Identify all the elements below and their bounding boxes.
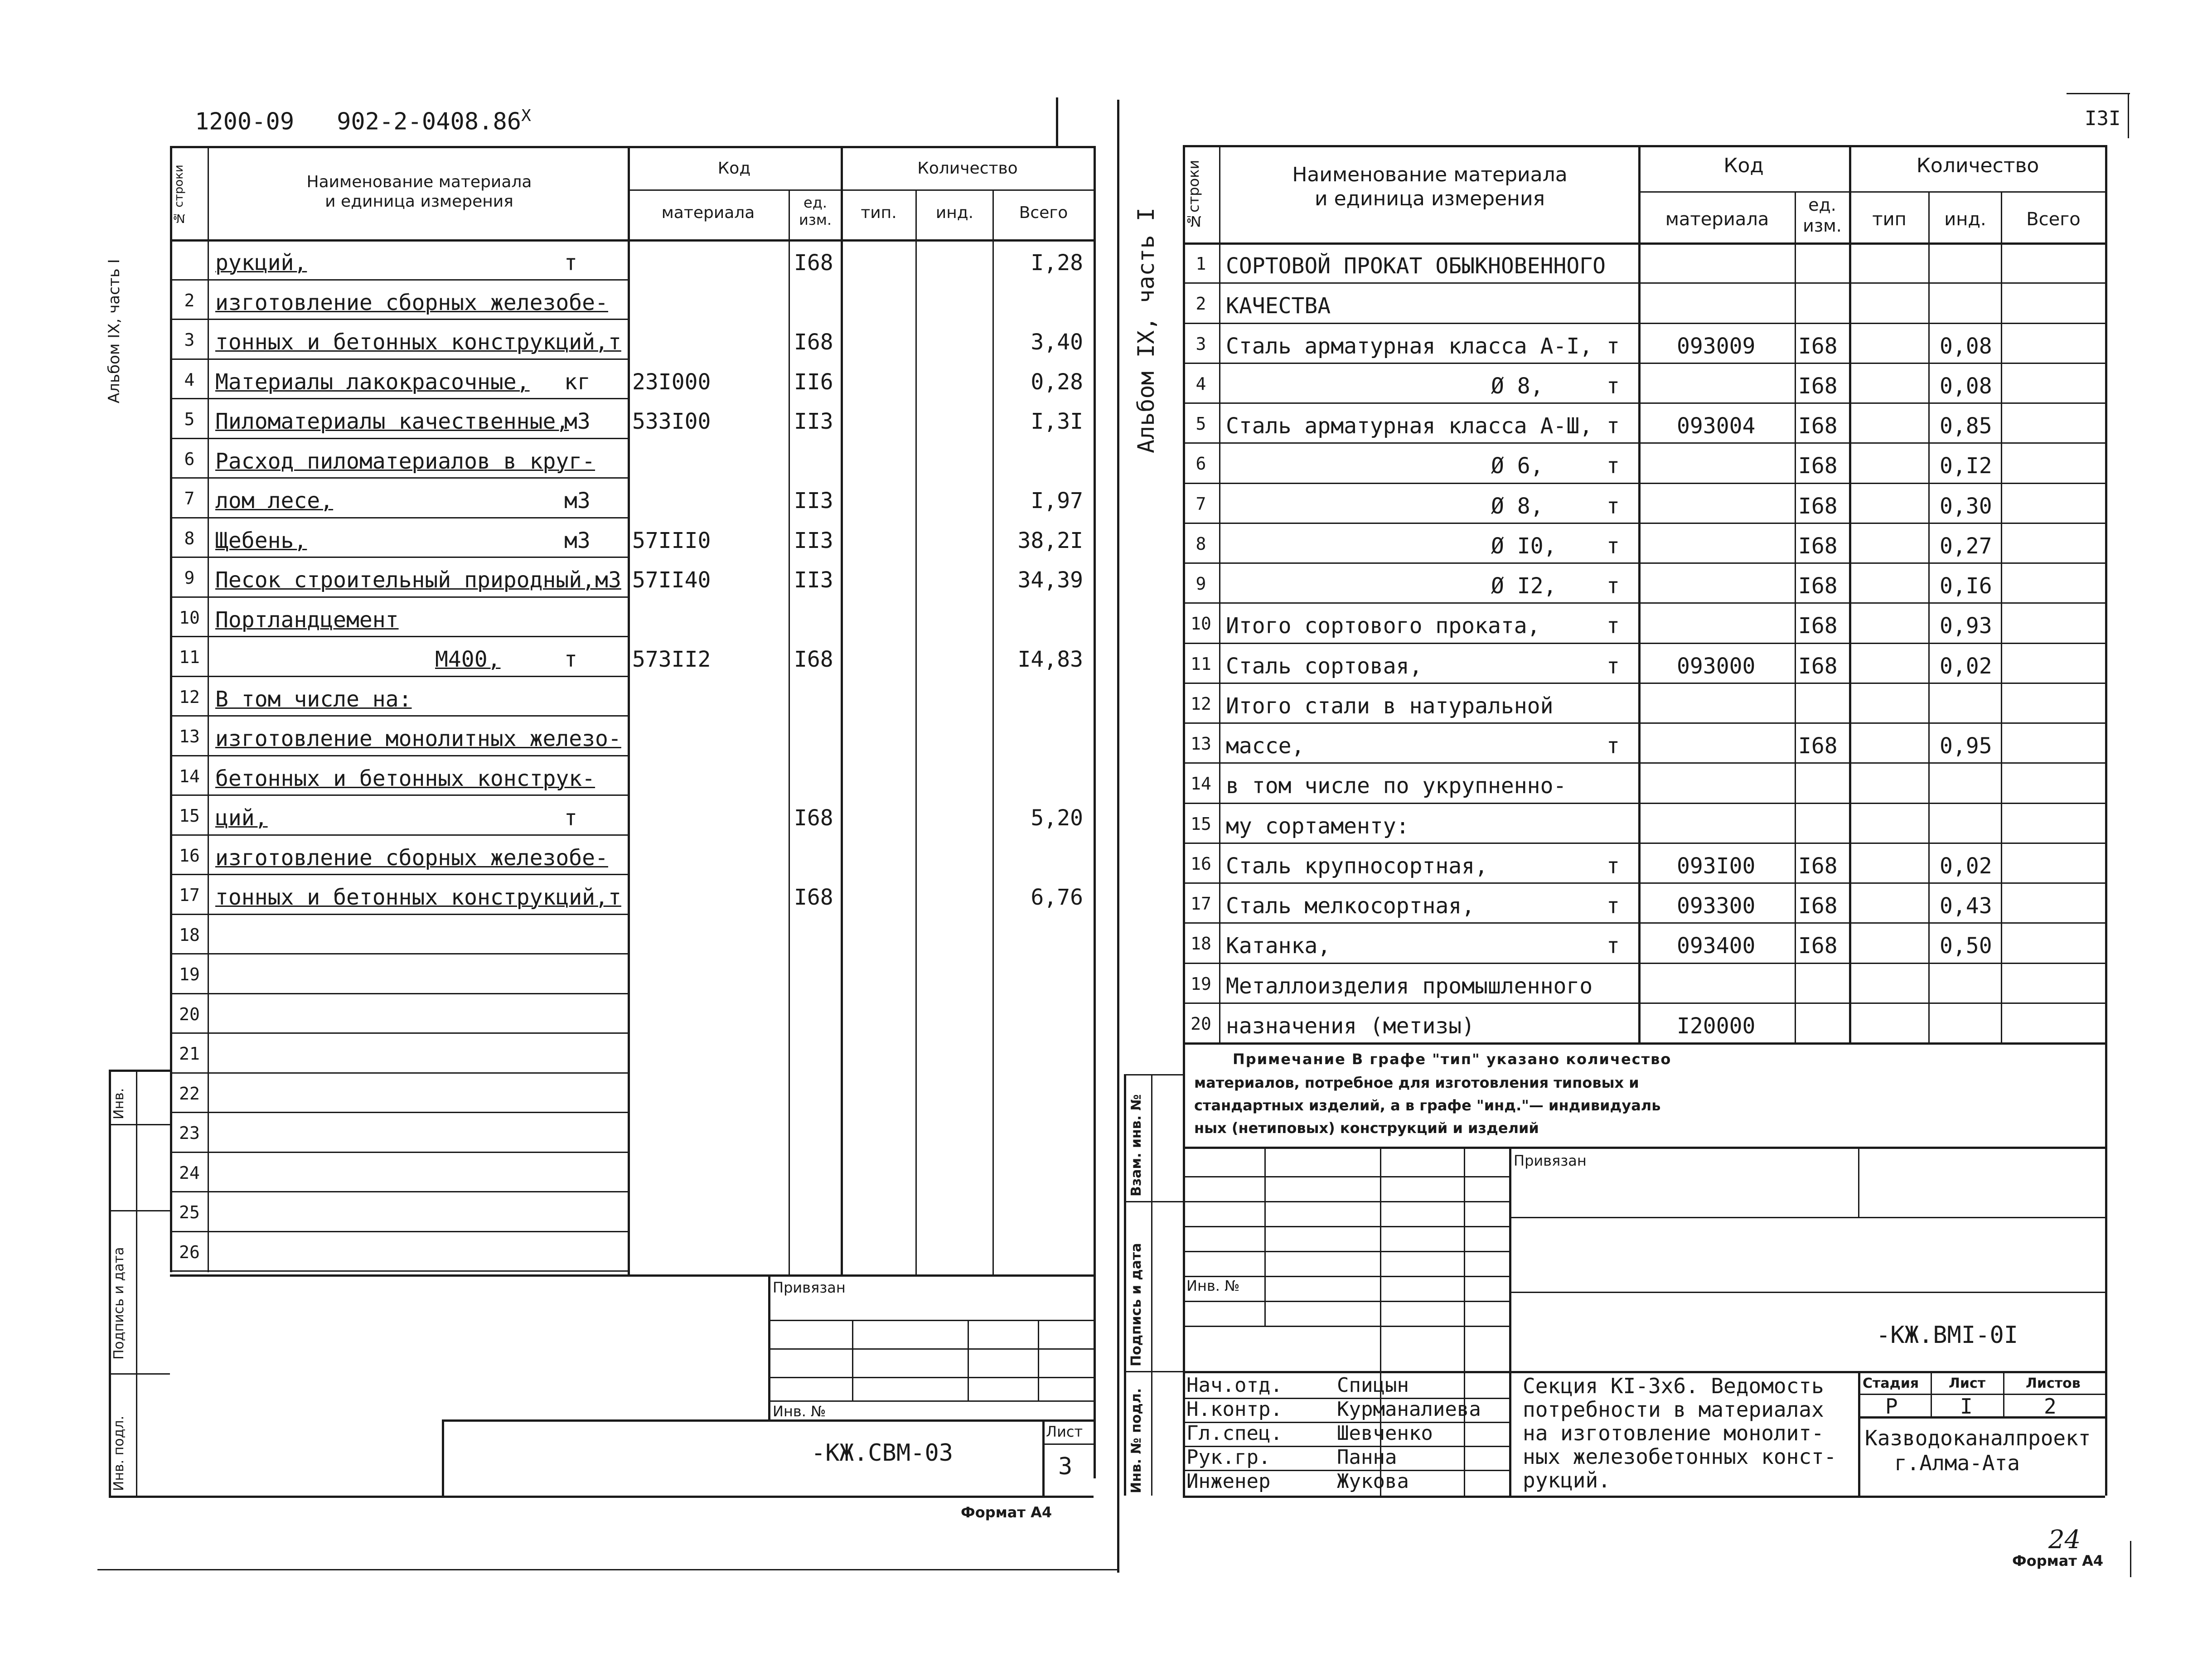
right-header-name: Наименование материала и единица измерения bbox=[1292, 163, 1568, 210]
unit-code: I68 bbox=[794, 250, 833, 276]
unit-code: II6 bbox=[794, 369, 833, 395]
material-name: Материалы лакокрасочные, bbox=[215, 369, 530, 395]
row-rule bbox=[1183, 1003, 2105, 1004]
stamp-title-line: Секция КI-3х6. Ведомость bbox=[1523, 1374, 1824, 1398]
unit-code: I68 bbox=[794, 885, 833, 910]
right-stamp-privyazan: Привязан bbox=[1514, 1152, 1587, 1169]
left-header-rownum: № строки bbox=[172, 165, 186, 225]
right-stamp-org: Казводоканалпроект bbox=[1865, 1426, 2091, 1450]
unit-code: I68 bbox=[1798, 613, 1838, 639]
left-series: 902-2-0408.86 bbox=[337, 108, 522, 136]
row-number: 13 bbox=[1191, 734, 1211, 754]
material-unit: т bbox=[1607, 933, 1620, 959]
row-number: 2 bbox=[1196, 294, 1206, 314]
row-number: 9 bbox=[184, 568, 195, 588]
stamp-role: Рук.гр. bbox=[1186, 1446, 1271, 1469]
row-number: 19 bbox=[179, 964, 200, 984]
right-note-line-3: стандартных изделий, а в графе "инд."— индивидуаль bbox=[1194, 1097, 1661, 1114]
material-code: 533I00 bbox=[632, 409, 711, 434]
left-series-sup: X bbox=[521, 107, 531, 125]
qty-ind: 0,95 bbox=[1940, 733, 1992, 759]
left-stamp-privyazan: Привязан bbox=[773, 1279, 846, 1296]
material-code: 093I00 bbox=[1677, 853, 1756, 879]
material-name: Портландцемент bbox=[215, 607, 399, 633]
material-unit: т bbox=[1607, 893, 1620, 919]
material-unit: м3 bbox=[564, 409, 591, 434]
row-number: 15 bbox=[179, 806, 200, 826]
row-number: 4 bbox=[1196, 373, 1206, 394]
row-rule bbox=[1183, 643, 2105, 644]
material-unit: т bbox=[1607, 653, 1620, 679]
stamp-name: Спицын bbox=[1337, 1374, 1409, 1397]
material-name: изготовление сборных железобе- bbox=[215, 290, 608, 315]
row-number: 20 bbox=[179, 1004, 200, 1024]
right-stamp-stage-label: Стадия bbox=[1863, 1376, 1919, 1391]
right-format: Формат А4 bbox=[2012, 1552, 2104, 1569]
row-rule bbox=[170, 398, 628, 399]
row-rule bbox=[1183, 843, 2105, 844]
row-number: 7 bbox=[1196, 494, 1206, 514]
material-name: Расход пиломатериалов в круг- bbox=[215, 448, 595, 474]
left-header-code-unit: ед. изм. bbox=[799, 194, 832, 229]
unit-code: II3 bbox=[794, 488, 833, 513]
stamp-title-line: на изготовление монолит- bbox=[1523, 1421, 1824, 1445]
material-unit: т bbox=[1607, 333, 1620, 359]
right-margin-inv: Взам. инв. № bbox=[1128, 1094, 1144, 1196]
material-unit: м3 bbox=[564, 528, 591, 553]
left-header-qty-total: Всего bbox=[1019, 203, 1068, 222]
row-rule bbox=[170, 834, 628, 836]
material-code: 57II40 bbox=[632, 567, 711, 593]
material-unit: т bbox=[1607, 453, 1620, 479]
material-name: Пиломатериалы качественные, bbox=[215, 409, 569, 434]
material-unit: м3 bbox=[564, 488, 591, 513]
unit-code: I68 bbox=[1798, 733, 1838, 759]
right-header-qty-typ: тип bbox=[1872, 209, 1907, 230]
right-header-code: Код bbox=[1723, 154, 1764, 177]
material-code: 093000 bbox=[1677, 653, 1756, 679]
stamp-role: Нач.отд. bbox=[1186, 1374, 1283, 1397]
material-code: 23I000 bbox=[632, 369, 711, 395]
material-name: Итого стали в натуральной bbox=[1226, 693, 1554, 719]
material-name: в том числе по укрупненно- bbox=[1226, 773, 1567, 799]
qty-total: I4,83 bbox=[1017, 647, 1083, 672]
row-rule bbox=[1183, 882, 2105, 884]
unit-code: II3 bbox=[794, 567, 833, 593]
material-name: Итого сортового проката, bbox=[1226, 613, 1540, 639]
right-header-code-material: материала bbox=[1665, 209, 1769, 230]
row-number: 26 bbox=[179, 1242, 200, 1262]
row-rule bbox=[1183, 523, 2105, 524]
row-rule bbox=[170, 953, 628, 954]
stamp-name: Панна bbox=[1337, 1446, 1397, 1469]
row-number: 10 bbox=[1191, 614, 1211, 634]
material-code: 093004 bbox=[1677, 413, 1756, 439]
row-number: 2 bbox=[184, 290, 195, 310]
row-number: 13 bbox=[179, 727, 200, 746]
row-number: 10 bbox=[179, 607, 200, 628]
material-code: 093009 bbox=[1677, 333, 1756, 359]
right-stamp-city: г.Алма-Ата bbox=[1894, 1451, 2020, 1475]
row-number: 1 bbox=[1196, 254, 1206, 274]
row-rule bbox=[1183, 602, 2105, 604]
left-doc-heading bbox=[195, 107, 531, 135]
unit-code: II3 bbox=[794, 409, 833, 434]
row-number: 25 bbox=[179, 1202, 200, 1222]
material-name: назначения (метизы) bbox=[1226, 1013, 1475, 1039]
qty-ind: 0,50 bbox=[1940, 933, 1992, 959]
qty-ind: 0,93 bbox=[1940, 613, 1992, 639]
qty-ind: 0,30 bbox=[1940, 493, 1992, 519]
row-rule bbox=[170, 1072, 628, 1074]
unit-code: I68 bbox=[1798, 573, 1838, 599]
unit-code: I68 bbox=[1798, 413, 1838, 439]
row-rule bbox=[1183, 722, 2105, 724]
material-name: бетонных и бетонных конструк- bbox=[215, 765, 595, 791]
row-number: 8 bbox=[1196, 533, 1206, 554]
row-number: 18 bbox=[1191, 934, 1211, 954]
right-margin-sign: Подпись и дата bbox=[1128, 1243, 1144, 1366]
right-header-qty-ind: инд. bbox=[1944, 209, 1986, 230]
stamp-name: Жукова bbox=[1337, 1470, 1409, 1493]
material-name: му сортаменту: bbox=[1226, 813, 1409, 839]
right-note-line-4: ных (нетиповых) конструкций и изделий bbox=[1194, 1119, 1539, 1137]
material-name: Сталь мелкосортная, bbox=[1226, 893, 1475, 919]
row-number: 19 bbox=[1191, 974, 1211, 994]
left-margin-album: Альбом IX, часть I bbox=[105, 259, 123, 403]
right-header-qty: Количество bbox=[1916, 154, 2039, 177]
unit-code: II3 bbox=[794, 528, 833, 553]
right-album-label: Альбом IX, часть I bbox=[1133, 208, 1159, 453]
right-header-rownum: №строки bbox=[1185, 160, 1202, 230]
material-unit: т bbox=[1607, 613, 1620, 639]
right-page-number: I3I bbox=[2085, 107, 2121, 130]
right-stamp-inv-no: Инв. № bbox=[1186, 1277, 1240, 1294]
qty-ind: 0,02 bbox=[1940, 853, 1992, 879]
row-number: 22 bbox=[179, 1083, 200, 1104]
material-name: Металлоизделия промышленного bbox=[1226, 973, 1593, 999]
row-rule bbox=[170, 557, 628, 558]
row-number: 9 bbox=[1196, 574, 1206, 594]
material-unit: т bbox=[1607, 493, 1620, 519]
stamp-role: Гл.спец. bbox=[1186, 1422, 1283, 1445]
qty-ind: 0,02 bbox=[1940, 653, 1992, 679]
stamp-title-line: потребности в материалах bbox=[1523, 1397, 1824, 1422]
row-number: 14 bbox=[1191, 774, 1211, 794]
left-stamp-inv-no: Инв. № bbox=[773, 1403, 826, 1420]
material-name: массе, bbox=[1226, 733, 1305, 759]
left-margin-sign: Подпись и дата bbox=[111, 1247, 127, 1360]
left-stamp-sheet-no: 3 bbox=[1058, 1453, 1073, 1480]
row-rule bbox=[170, 676, 628, 677]
row-rule bbox=[1183, 323, 2105, 324]
qty-total: 0,28 bbox=[1031, 369, 1083, 395]
row-rule bbox=[170, 914, 628, 915]
row-number: 8 bbox=[184, 528, 195, 548]
row-rule bbox=[170, 755, 628, 756]
stamp-name: Курманалиева bbox=[1337, 1398, 1481, 1421]
material-unit: т bbox=[564, 250, 577, 276]
qty-total: I,97 bbox=[1031, 488, 1083, 513]
qty-total: I,28 bbox=[1031, 250, 1083, 276]
left-header-qty: Количество bbox=[917, 159, 1018, 178]
right-stamp-sheets-label: Листов bbox=[2026, 1376, 2081, 1391]
material-name: Сталь сортовая, bbox=[1226, 653, 1423, 679]
right-stamp-stage: Р bbox=[1885, 1394, 1898, 1419]
row-number: 12 bbox=[1191, 693, 1211, 714]
row-rule bbox=[170, 1231, 628, 1232]
row-number: 3 bbox=[1196, 334, 1206, 354]
material-name: СОРТОВОЙ ПРОКАТ ОБЫКНОВЕННОГО bbox=[1226, 253, 1606, 279]
row-number: 24 bbox=[179, 1162, 200, 1183]
material-unit: т bbox=[1607, 413, 1620, 439]
left-header-qty-typ: тип. bbox=[861, 203, 897, 222]
material-name: Ø I0, bbox=[1491, 533, 1557, 559]
row-number: 5 bbox=[184, 409, 195, 429]
material-name: тонных и бетонных конструкций,т bbox=[215, 329, 621, 355]
row-number: 16 bbox=[1191, 853, 1211, 874]
material-unit: т bbox=[1607, 533, 1620, 559]
material-code: 57III0 bbox=[632, 528, 711, 553]
row-number: 7 bbox=[184, 489, 195, 509]
row-rule bbox=[170, 1032, 628, 1034]
row-rule bbox=[170, 1152, 628, 1153]
right-header-qty-total: Всего bbox=[2026, 209, 2081, 230]
row-rule bbox=[170, 358, 628, 360]
qty-total: 38,2I bbox=[1017, 528, 1083, 553]
material-code: 093400 bbox=[1677, 933, 1756, 959]
unit-code: I68 bbox=[1798, 453, 1838, 479]
row-number: 11 bbox=[1191, 654, 1211, 674]
material-name: Ø 6, bbox=[1491, 453, 1544, 479]
left-header-name: Наименование материала и единица измерения bbox=[306, 173, 532, 211]
stamp-title-line: рукций. bbox=[1523, 1468, 1611, 1492]
right-stamp-sheet: I bbox=[1960, 1394, 1973, 1419]
row-rule bbox=[170, 874, 628, 875]
row-number: 17 bbox=[1191, 894, 1211, 914]
material-code: 573II2 bbox=[632, 647, 711, 672]
row-rule bbox=[170, 279, 628, 281]
qty-total: 34,39 bbox=[1017, 567, 1083, 593]
unit-code: I68 bbox=[1798, 373, 1838, 399]
row-rule bbox=[1183, 803, 2105, 804]
unit-code: I68 bbox=[1798, 533, 1838, 559]
left-stamp-sheet-label: Лист bbox=[1046, 1423, 1083, 1440]
row-rule bbox=[170, 1112, 628, 1113]
row-rule bbox=[170, 319, 628, 320]
left-header-qty-ind: инд. bbox=[935, 203, 974, 222]
row-rule bbox=[1183, 402, 2105, 404]
row-rule bbox=[1183, 963, 2105, 964]
row-rule bbox=[170, 636, 628, 637]
row-rule bbox=[1183, 762, 2105, 764]
stamp-name: Шевченко bbox=[1337, 1422, 1433, 1445]
qty-ind: 0,I2 bbox=[1940, 453, 1992, 479]
row-rule bbox=[1183, 483, 2105, 484]
row-number: 17 bbox=[179, 885, 200, 905]
left-margin-inv: Инв. bbox=[111, 1088, 127, 1119]
unit-code: I68 bbox=[794, 647, 833, 672]
row-number: 11 bbox=[179, 647, 200, 667]
qty-ind: 0,I6 bbox=[1940, 573, 1992, 599]
row-number: 21 bbox=[179, 1044, 200, 1064]
qty-ind: 0,27 bbox=[1940, 533, 1992, 559]
qty-total: 5,20 bbox=[1031, 805, 1083, 831]
row-rule bbox=[170, 715, 628, 717]
row-rule bbox=[170, 794, 628, 796]
material-name: Щебень, bbox=[215, 528, 307, 553]
unit-code: I68 bbox=[1798, 333, 1838, 359]
right-margin-inv2: Инв. № подл. bbox=[1128, 1388, 1144, 1493]
material-name: Ø 8, bbox=[1491, 493, 1544, 519]
row-number: 12 bbox=[179, 687, 200, 707]
row-rule bbox=[170, 596, 628, 598]
left-format: Формат А4 bbox=[961, 1504, 1052, 1521]
qty-ind: 0,08 bbox=[1940, 333, 1992, 359]
material-name: М400, bbox=[435, 647, 501, 672]
qty-total: 3,40 bbox=[1031, 329, 1083, 355]
material-unit: т bbox=[564, 647, 577, 672]
unit-code: I68 bbox=[794, 329, 833, 355]
unit-code: I68 bbox=[1798, 493, 1838, 519]
row-rule bbox=[170, 438, 628, 439]
row-rule bbox=[170, 1191, 628, 1192]
material-name: КАЧЕСТВА bbox=[1226, 293, 1331, 319]
right-note-line-1: Примечание В графе "тип" указано количество bbox=[1233, 1051, 1672, 1068]
unit-code: I68 bbox=[794, 805, 833, 831]
material-name: В том числе на: bbox=[215, 686, 412, 712]
row-rule bbox=[1183, 562, 2105, 564]
material-unit: кг bbox=[564, 369, 591, 395]
row-number: 4 bbox=[184, 369, 195, 390]
row-number: 6 bbox=[184, 449, 195, 469]
left-margin-inv2: Инв. подл. bbox=[111, 1415, 127, 1491]
left-stamp-doc-code: -КЖ.СВМ-03 bbox=[811, 1439, 954, 1467]
row-number: 5 bbox=[1196, 414, 1206, 434]
material-name: изготовление сборных железобе- bbox=[215, 845, 608, 871]
material-name: тонных и бетонных конструкций,т bbox=[215, 885, 621, 910]
material-name: Катанка, bbox=[1226, 933, 1331, 959]
unit-code: I68 bbox=[1798, 893, 1838, 919]
stamp-role: Инженер bbox=[1186, 1470, 1271, 1493]
row-number: 23 bbox=[179, 1123, 200, 1143]
material-code: I20000 bbox=[1677, 1013, 1756, 1039]
row-number: 20 bbox=[1191, 1013, 1211, 1034]
material-name: лом лесе, bbox=[215, 488, 334, 513]
row-rule bbox=[1183, 442, 2105, 444]
row-rule bbox=[1183, 922, 2105, 924]
material-name: Ø 8, bbox=[1491, 373, 1544, 399]
material-name: рукций, bbox=[215, 250, 307, 276]
right-header-code-unit: ед. изм. bbox=[1803, 195, 1842, 236]
qty-ind: 0,43 bbox=[1940, 893, 1992, 919]
material-name: Сталь крупносортная, bbox=[1226, 853, 1488, 879]
qty-total: I,3I bbox=[1031, 409, 1083, 434]
row-rule bbox=[170, 1270, 628, 1272]
row-number: 14 bbox=[179, 766, 200, 786]
unit-code: I68 bbox=[1798, 853, 1838, 879]
row-number: 3 bbox=[184, 330, 195, 350]
qty-ind: 0,85 bbox=[1940, 413, 1992, 439]
material-name: Ø I2, bbox=[1491, 573, 1557, 599]
material-unit: т bbox=[1607, 573, 1620, 599]
material-unit: т bbox=[1607, 373, 1620, 399]
row-rule bbox=[1183, 683, 2105, 684]
right-handwritten-no: 24 bbox=[2048, 1525, 2081, 1555]
stamp-role: Н.контр. bbox=[1186, 1398, 1283, 1421]
row-rule bbox=[1183, 282, 2105, 284]
row-number: 18 bbox=[179, 925, 200, 945]
unit-code: I68 bbox=[1798, 933, 1838, 959]
row-rule bbox=[170, 477, 628, 479]
material-unit: т bbox=[1607, 733, 1620, 759]
unit-code: I68 bbox=[1798, 653, 1838, 679]
material-name: Песок строительный природный,м3 bbox=[215, 567, 621, 593]
material-name: Сталь арматурная класса А-I, bbox=[1226, 333, 1593, 359]
left-doc-number: 1200-09 bbox=[195, 108, 295, 136]
stamp-title-line: ных железобетонных конст- bbox=[1523, 1444, 1837, 1469]
right-stamp-doc-code: -КЖ.ВМI-0I bbox=[1876, 1322, 2018, 1349]
material-code: 093300 bbox=[1677, 893, 1756, 919]
row-number: 15 bbox=[1191, 814, 1211, 834]
right-note-line-2: материалов, потребное для изготовления типовых и bbox=[1194, 1074, 1639, 1091]
row-number: 6 bbox=[1196, 454, 1206, 474]
row-rule bbox=[170, 517, 628, 518]
row-rule bbox=[170, 993, 628, 994]
qty-ind: 0,08 bbox=[1940, 373, 1992, 399]
material-name: ций, bbox=[215, 805, 268, 831]
right-stamp-sheets: 2 bbox=[2044, 1394, 2057, 1419]
row-rule bbox=[1183, 363, 2105, 364]
qty-total: 6,76 bbox=[1031, 885, 1083, 910]
material-name: изготовление монолитных железо- bbox=[215, 726, 621, 751]
left-header-code-material: материала bbox=[661, 203, 755, 222]
row-number: 16 bbox=[179, 845, 200, 866]
material-name: Сталь арматурная класса А-Ш, bbox=[1226, 413, 1593, 439]
material-unit: т bbox=[1607, 853, 1620, 879]
material-unit: т bbox=[564, 805, 577, 831]
left-header-code: Код bbox=[717, 159, 751, 178]
right-stamp-sheet-label: Лист bbox=[1949, 1376, 1986, 1391]
